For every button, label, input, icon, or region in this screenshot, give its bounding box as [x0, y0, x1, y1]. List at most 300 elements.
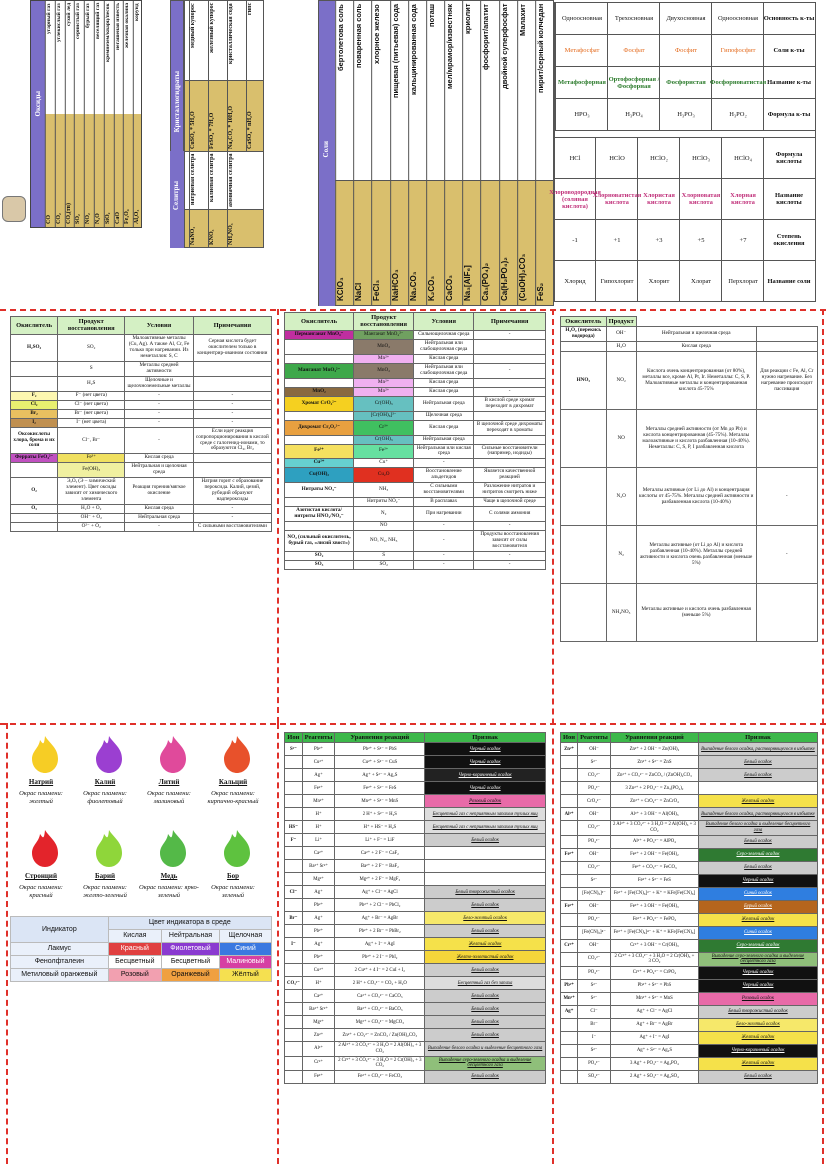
salt-name: хлорное железо — [371, 1, 389, 180]
table-row — [285, 330, 546, 339]
table-row — [11, 427, 272, 454]
table-row — [561, 782, 818, 795]
table-row — [561, 769, 818, 782]
oxide-name: сухой лед — [65, 1, 75, 114]
indicator-col: Нейтральная — [162, 930, 220, 943]
salt-name: поташ — [426, 1, 444, 180]
table-cell: NH₃ — [354, 483, 414, 498]
table-cell: Br⁻ (нет цвета) — [58, 409, 125, 418]
table-header: Примечания — [474, 313, 546, 331]
table-cell — [11, 514, 58, 523]
acid-header-col — [763, 3, 815, 131]
table-header: Признак — [698, 733, 817, 743]
table-row — [285, 378, 546, 387]
table-cell: H⁺ — [302, 821, 335, 834]
table-cell — [561, 795, 578, 808]
table-row — [285, 977, 546, 990]
table-cell — [193, 463, 271, 478]
table-cell: С сильными восстановителями — [193, 523, 271, 532]
table-cell: NO — [354, 522, 414, 531]
table-row — [285, 1070, 546, 1083]
table-cell: Выпадение серо-зеленого осадка и выделение бесцветного газа — [425, 1056, 546, 1070]
table-cell: H₂SO₄ — [11, 334, 58, 361]
table-row — [285, 912, 546, 925]
chlor-acid: Хлорная кислота — [722, 179, 764, 220]
table-cell — [193, 376, 271, 391]
table-row — [285, 444, 546, 459]
table-cell: Ag⁺ + S²⁻ = Ag₂S — [610, 1044, 698, 1057]
table-header: Окислитель — [561, 317, 607, 327]
crystal-formula: CuSO₄ * 5H₂O — [189, 81, 208, 151]
table-cell — [425, 873, 546, 886]
table-cell — [285, 964, 303, 977]
table-cell: 2 Al³⁺ + 3 CO₃²⁻ + 3 H₂O = 2 Al(OH)₃ + 3 CO₂ — [335, 1042, 425, 1056]
table-cell: Белый осадок — [425, 1016, 546, 1029]
oxide-formula: CaO — [114, 114, 124, 227]
flame-description: Окрас пламени: желто-зеленый — [83, 884, 127, 899]
acid-row — [659, 3, 711, 131]
table-header — [756, 317, 817, 327]
table-cell: Fe²⁺ — [302, 782, 335, 795]
table-cell: Черно-коричневый осадок — [698, 1044, 817, 1057]
flame-description: Окрас пламени: фиолетовый — [83, 790, 127, 805]
table-row — [285, 886, 546, 899]
table-cell: Fe(OH)₃ — [58, 463, 125, 478]
chlor-row — [679, 137, 721, 301]
table-row — [561, 526, 818, 584]
table-row — [285, 483, 546, 498]
table-cell: Натрия горит с образование пероксида. Калий, цезий, рубидий образуют надпероксиды — [193, 478, 271, 505]
table-cell: Сильные восстановители (например, иодиды) — [474, 444, 546, 459]
table-cell: Ферраты FeO₄²⁻ — [11, 454, 58, 463]
table-cell — [474, 435, 546, 444]
indicator-value: Красный — [108, 943, 161, 956]
oxide-formula: CO — [45, 114, 55, 227]
crystal-formula: CaSO₄ * nH₂O — [246, 81, 265, 151]
acid-row — [709, 3, 767, 131]
chlor-formula: HClO — [596, 138, 638, 179]
table-cell: Cu²⁺ — [285, 459, 354, 468]
table-cell: Mn²⁺ + S²⁻ = MnS — [335, 795, 425, 808]
table-cell: Желтый осадок — [698, 795, 817, 808]
table-cell: Ag⁺ — [302, 912, 335, 925]
table-cell: Ag⁺ + S²⁻ = Ag₂S — [335, 769, 425, 782]
table-cell: Mn²⁺ — [354, 378, 414, 387]
table-cell: - — [474, 363, 546, 378]
table-cell: Белый творожистый осадок — [698, 1005, 817, 1018]
table-cell: Pb²⁺ — [302, 951, 335, 964]
indicator-value: Бесцветный — [162, 956, 220, 969]
table-cell: Al³⁺ + 3 OH⁻ = Al(OH)₃ — [610, 808, 698, 821]
table-row — [11, 400, 272, 409]
table-cell: O₃ — [11, 505, 58, 514]
table-cell: Белый осадок — [698, 756, 817, 769]
flame-icon — [28, 734, 62, 774]
table-row — [285, 873, 546, 886]
salts-header: Соли — [319, 1, 335, 306]
indicator-value: Жёлтый — [219, 969, 271, 982]
table-cell: Серо-зеленый осадок — [698, 939, 817, 952]
table-row — [561, 939, 818, 952]
table-cell: Белый осадок — [425, 1070, 546, 1083]
table-cell: - — [125, 418, 193, 427]
table-row — [561, 468, 818, 526]
table-cell: H₂O — [606, 342, 636, 352]
table-row — [561, 1057, 818, 1070]
flame-icon — [92, 734, 126, 774]
table-cell: Br⁻ — [578, 1018, 611, 1031]
table-cell — [285, 435, 354, 444]
table-row — [285, 756, 546, 769]
table-cell: Cu²⁺ — [302, 964, 335, 977]
table-cell — [285, 1042, 303, 1056]
table-cell: S²⁻ — [578, 874, 611, 887]
indicator-col: Щелочная — [219, 930, 271, 943]
acid-salt: Гипофосфит — [712, 35, 764, 67]
table-cell: I⁻ — [578, 1031, 611, 1044]
table-cell — [285, 990, 303, 1003]
table-cell: NH₄NO₃ — [606, 584, 636, 642]
robot-icon — [2, 196, 26, 222]
acid-basicity: Трехосновная — [608, 3, 660, 35]
table-cell: SO₃ — [285, 561, 354, 570]
table-cell: - — [193, 391, 271, 400]
flame-description: Окрас пламени: кирпично-красный — [207, 790, 259, 805]
table-cell: Розовый осадок — [698, 992, 817, 1005]
table-row — [285, 860, 546, 873]
acid-formula: HPO₃ — [556, 99, 608, 131]
table-cell: Нейтральная или слабощелочная среда — [414, 339, 474, 354]
table-cell — [561, 1057, 578, 1070]
table-cell: SO₄²⁻ — [578, 1070, 611, 1083]
chlor-salt: Перхлорат — [722, 261, 764, 302]
table-row — [285, 435, 546, 444]
table-cell — [561, 1044, 578, 1057]
table-cell: Pb²⁺ + 2 I⁻ = PbI₂ — [335, 951, 425, 964]
acid-header: Название к-ты — [763, 67, 815, 99]
table-header: Окислитель — [285, 313, 354, 331]
table-cell: Выпадение белого осадка, растворяющегося в избытке — [698, 743, 817, 756]
table-cell: Fe²⁺ + S²⁻ = FeS — [335, 782, 425, 795]
table-row — [285, 899, 546, 912]
chlor-header-col — [763, 137, 815, 301]
flame-icon — [28, 828, 62, 868]
table-cell: Pb²⁺ + S²⁻ = PbS — [610, 979, 698, 992]
table-cell: Черный осадок — [425, 743, 546, 756]
table-cell: Al³⁺ + PO₄³⁻ = AlPO₄ — [610, 835, 698, 848]
crystal-formula: Na₂CO₃ * 10H₂O — [227, 81, 246, 151]
table-cell: - — [756, 468, 817, 526]
indicator-value: Малиновый — [219, 956, 271, 969]
table-row — [11, 463, 272, 478]
table-cell: 2 Ag⁺ + SO₄²⁻ = Ag₂SO₄ — [610, 1070, 698, 1083]
table-header — [636, 317, 756, 327]
table-cell: Cr(OH)₃ — [354, 435, 414, 444]
oxide-name: корунд — [133, 1, 143, 114]
nitrate-name: аммиачная селитра — [227, 152, 246, 209]
table-cell — [561, 526, 607, 584]
chlor-formula: HClO₄ — [722, 138, 764, 179]
table-cell: S — [58, 361, 125, 376]
table-cell: Белый осадок — [425, 990, 546, 1003]
table-cell: Хромат CrO₄²⁻ — [285, 396, 354, 411]
table-cell: При нагревании — [414, 507, 474, 522]
table-cell: Zn²⁺ + CrO₄²⁻ = ZnCrO₄ — [610, 795, 698, 808]
crystal-name: медный купорос — [189, 1, 208, 80]
table-cell: Fe³⁺ — [302, 1070, 335, 1083]
table-row — [285, 847, 546, 860]
table-cell: O₂ — [11, 478, 58, 505]
table-cell: [Fe(CN)₆]⁴⁻ — [578, 926, 611, 939]
table-cell: SO₂ — [285, 552, 354, 561]
table-row — [561, 410, 818, 468]
table-cell: Бело-желтый осадок — [425, 912, 546, 925]
table-cell — [425, 847, 546, 860]
table-cell: Fe²⁺ + CO₃²⁻ = FeCO₃ — [610, 861, 698, 874]
table-header: Ион — [285, 733, 303, 743]
acid-row — [555, 3, 607, 131]
table-cell — [193, 454, 271, 463]
table-cell: S²⁻ — [578, 979, 611, 992]
table-cell: CO₃²⁻ — [578, 821, 611, 835]
table-cell: Fe²⁺ — [561, 848, 578, 861]
table-cell: OH⁻ + O₂ — [58, 514, 125, 523]
table-cell: - — [474, 561, 546, 570]
salt-formula: Na₂CO₃ — [408, 181, 426, 305]
table-cell: Li⁺ — [302, 834, 335, 847]
salt-formula: FeCl₃ — [371, 181, 389, 305]
table-cell: 2 Cr³⁺ + 3 CO₃²⁻ + 3 H₂O = 2 Cr(OH)₃ + 3 CO₂ — [610, 952, 698, 966]
table-cell: Кислая среда — [636, 342, 756, 352]
oxide-formula: SiO₂ — [104, 114, 114, 227]
table-cell: Cu²⁺ + S²⁻ = CuS — [335, 756, 425, 769]
table-row — [561, 861, 818, 874]
flame-element-name: Стронций — [24, 872, 57, 880]
oxide-name: железная окалина — [123, 1, 133, 114]
table-cell: Нейтральная или слабощелочная среда — [414, 363, 474, 378]
indicator-value: Фиолетовый — [162, 943, 220, 956]
table-cell: Нейтральная и щелочная среда — [125, 463, 193, 478]
table-row — [285, 964, 546, 977]
table-cell: Серо-зеленый осадок — [698, 848, 817, 861]
salt-name: поваренная соль — [353, 1, 371, 180]
table-cell — [285, 498, 354, 507]
table-cell: Чаще в щелочной среде — [474, 498, 546, 507]
table-header: Уравнения реакций — [335, 733, 425, 743]
table-cell — [285, 354, 354, 363]
ox3-table — [560, 316, 818, 642]
table-cell: Нейтральная или кислая среда — [414, 444, 474, 459]
salts-table — [318, 0, 554, 306]
table-cell: Белый осадок — [425, 834, 546, 847]
table-cell: - — [414, 459, 474, 468]
table-cell: SO₂ — [354, 561, 414, 570]
chlor-acid: Хлороводородная (соляная кислота) — [554, 179, 596, 220]
table-row — [561, 1031, 818, 1044]
table-cell — [285, 1003, 303, 1016]
table-cell: Cu⁺ — [354, 459, 414, 468]
table-row — [11, 376, 272, 391]
table-row — [285, 743, 546, 756]
ox3-panel — [560, 316, 818, 716]
table-cell: Mn²⁺ — [302, 795, 335, 808]
chlor-acid: Хлорноватистая кислота — [596, 179, 638, 220]
table-row — [11, 391, 272, 400]
table-header: Реагенты — [302, 733, 335, 743]
table-row — [285, 363, 546, 378]
table-cell — [561, 926, 578, 939]
table-cell — [561, 835, 578, 848]
table-cell: Манганат MnO₄²⁻ — [354, 330, 414, 339]
table-cell — [285, 522, 354, 531]
table-row — [561, 1070, 818, 1083]
ox2-panel — [284, 312, 546, 688]
table-cell: Ca²⁺ + 2 F⁻ = CaF₂ — [335, 847, 425, 860]
table-cell: - — [193, 409, 271, 418]
table-cell — [11, 361, 58, 376]
oxide-formula: Al₂O₃ — [133, 114, 143, 227]
flame-element-name: Барий — [94, 872, 116, 880]
table-cell: Выпадение серо-зеленого осадка и выделение бесцветного газа — [698, 952, 817, 966]
table-cell: S²⁻ — [578, 756, 611, 769]
table-cell — [285, 769, 303, 782]
salt-formula: (CuOH)₂CO₃ — [517, 181, 535, 305]
salts-panel — [318, 0, 554, 306]
nitrates-names — [185, 151, 263, 209]
table-cell: CO₃²⁻ — [578, 769, 611, 782]
table-cell: Кислая среда — [125, 454, 193, 463]
table-cell: Fe³⁺ — [285, 444, 354, 459]
table-cell: Черный осадок — [698, 979, 817, 992]
table-cell — [285, 411, 354, 420]
table-cell: Выпадение белого осадка и выделение бесцветного газа — [425, 1042, 546, 1056]
table-cell: Ag⁺ + Cl⁻ = AgCl — [610, 1005, 698, 1018]
ox1-table — [10, 316, 272, 532]
salt-name: двойной суперфосфат — [499, 1, 517, 180]
table-cell: Металлы средней активности (от Mn до Pb) и кислота концентрированная (45-75%). Металлы малоактивные и кислота разбавленная (10-40%). Неметаллы: C, S, P, I разбавленная кислота — [636, 410, 756, 468]
table-cell: CrO₄²⁻ — [578, 795, 611, 808]
acid-header: Основность к-ты — [763, 3, 815, 35]
table-cell: В кислой среде хромат переходит в дихромат — [474, 396, 546, 411]
table-cell: Zn²⁺ + 2 OH⁻ = Zn(OH)₂ — [610, 743, 698, 756]
table-row — [285, 498, 546, 507]
table-cell: F₂ — [11, 391, 58, 400]
table-cell: I⁻ (нет цвета) — [58, 418, 125, 427]
table-cell: Ag⁺ + Cl⁻ = AgCl — [335, 886, 425, 899]
table-cell — [285, 860, 303, 873]
table-cell: Ba²⁺ + 2 F⁻ = BaF₂ — [335, 860, 425, 873]
table-cell: Желтый осадок — [698, 913, 817, 926]
crystal-formulas — [185, 81, 263, 151]
table-cell: PO₄³⁻ — [578, 1057, 611, 1070]
table-row — [285, 808, 546, 821]
table-cell: NO — [606, 410, 636, 468]
acids-panel — [548, 0, 826, 306]
salt-name: мел/мрамор/известняк — [444, 1, 462, 180]
chlor-acid: Хлорноватая кислота — [680, 179, 722, 220]
table-cell: 2 Cr³⁺ + 3 CO₃²⁻ + 3 H₂O = 2 Cr(OH)₃ + 3 CO₂ — [335, 1056, 425, 1070]
table-row — [285, 795, 546, 808]
table-cell: Нейтральная и щелочная среда — [636, 327, 756, 342]
table-row — [285, 522, 546, 531]
table-cell: Fe³⁺ + [Fe(CN)₆]⁴⁻ + K⁺ = KFe[Fe(CN)₆] — [610, 926, 698, 939]
table-cell: Бесцветный газ с неприятным запахом тухлых яиц — [425, 821, 546, 834]
table-row — [561, 874, 818, 887]
table-cell: Cr³⁺ + PO₄³⁻ = CrPO₄ — [610, 966, 698, 979]
flames-panel — [10, 730, 272, 1160]
table-cell: NO₂ — [606, 352, 636, 410]
table-cell: Cl⁻ — [285, 886, 303, 899]
table-cell: Кислая среда — [125, 505, 193, 514]
table-row — [11, 418, 272, 427]
flame-element-name: Кальций — [218, 778, 248, 786]
oxide-name: сернистый газ — [74, 1, 84, 114]
table-cell: [Fe(CN)₆]³⁻ — [578, 887, 611, 900]
table-cell: Бесцветный газ без запаха — [425, 977, 546, 990]
oxide-formula: NO₂ — [84, 114, 94, 227]
table-cell: Перманганат MnO₄⁻ — [285, 330, 354, 339]
table-row — [11, 409, 272, 418]
table-cell: С солями аммония — [474, 507, 546, 522]
table-cell: Выпадение белого осадка и выделение бесцветного газа — [698, 821, 817, 835]
nitrate-formula: NaNO₃ — [189, 210, 208, 247]
table-cell: Если идет реакция сопропорционирования в кислой среде с галогенид-ионами, то образуются Cl₂, Br₂ — [193, 427, 271, 454]
table-cell — [561, 913, 578, 926]
table-cell: Cr³⁺ — [561, 939, 578, 952]
table-row — [561, 584, 818, 642]
chlor-acid: Хлористая кислота — [638, 179, 680, 220]
acid-salt: Фосфит — [660, 35, 712, 67]
q2-table — [560, 732, 818, 1084]
table-row — [285, 1056, 546, 1070]
chlor-formula: HClO₃ — [680, 138, 722, 179]
table-cell: Mg²⁺ + 2 F⁻ = MgF₂ — [335, 873, 425, 886]
table-row — [561, 952, 818, 966]
table-cell: Ba²⁺ Sr²⁺ — [302, 860, 335, 873]
table-cell: - — [193, 505, 271, 514]
flame-element-name: Медь — [160, 872, 178, 880]
table-cell: - — [125, 391, 193, 400]
table-cell — [474, 411, 546, 420]
table-cell: Металлы активные (от Li до Al) и кислота разбавленная (10-40%). Металлы средней активности и кислота очень разбавленная (меньше 5%) — [636, 526, 756, 584]
table-cell: OH⁻ — [578, 743, 611, 756]
table-row — [285, 420, 546, 435]
table-cell — [561, 861, 578, 874]
table-cell: H₂O₂ (перекись водорода) — [561, 327, 607, 342]
crystal-name: гипс — [246, 1, 265, 80]
table-cell: Cl⁻ (нет цвета) — [58, 400, 125, 409]
table-cell: Pb²⁺ + 2 Br⁻ = PbBr₂ — [335, 925, 425, 938]
table-row — [285, 1042, 546, 1056]
table-cell: MnO₂ — [354, 339, 414, 354]
table-row — [561, 992, 818, 1005]
table-cell: Реакция горения/мягкое окисление — [125, 478, 193, 505]
acid-name: Метафосфорная — [556, 67, 608, 99]
table-cell: OH⁻ — [578, 808, 611, 821]
flame-icon — [156, 828, 190, 868]
table-cell: HNO₃ — [561, 352, 607, 410]
table-header: Условия — [125, 317, 193, 335]
table-cell: Белый осадок — [698, 861, 817, 874]
table-cell: Бесцветный газ с неприятным запахом тухлых яиц — [425, 808, 546, 821]
table-cell: F⁻ — [285, 834, 303, 847]
table-cell: Желто-золотистый осадок — [425, 951, 546, 964]
acid-salt: Метафосфат — [556, 35, 608, 67]
table-cell: PO₄³⁻ — [578, 782, 611, 795]
table-cell: CO₃²⁻ — [578, 952, 611, 966]
table-cell: Кислая среда — [414, 420, 474, 435]
table-cell: Fe³⁺ — [561, 900, 578, 913]
